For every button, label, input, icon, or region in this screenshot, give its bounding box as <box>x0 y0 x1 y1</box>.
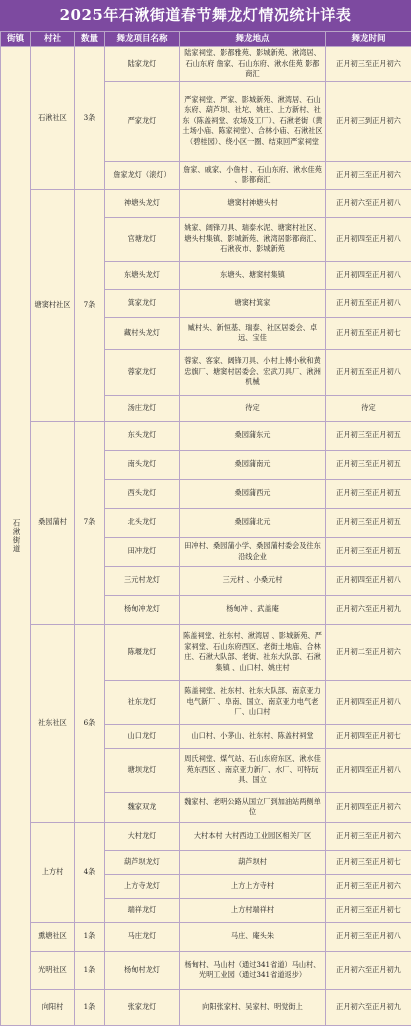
project-name-cell: 东塘头龙灯 <box>105 261 180 289</box>
header-time: 舞龙时间 <box>326 32 411 47</box>
location-cell: 上方村端祥村 <box>180 898 326 922</box>
table-row <box>1 822 411 850</box>
time-cell: 正月初六至正月初九 <box>326 951 411 989</box>
time-cell: 正月初三至正月初六 <box>326 822 411 850</box>
location-cell: 杨甸冲 、武盖庵 <box>180 595 326 624</box>
table-row <box>1 951 411 989</box>
time-cell: 正月初四至正月初八 <box>326 566 411 595</box>
location-cell: 塘窦村箕家 <box>180 289 326 317</box>
time-cell: 正月初三至正月初五 <box>326 508 411 537</box>
community-cell: 塘窦村社区 <box>31 189 75 421</box>
street-label: 石湫街道 <box>10 519 21 553</box>
location-cell: 桑园蒲西元 <box>180 479 326 508</box>
time-cell: 正月初四至正月初六 <box>326 792 411 822</box>
location-cell: 詹家、戚家、小詹村 、石山东府、湫水佳苑 、影都商汇 <box>180 161 326 189</box>
time-cell: 正月初三至正月初八 <box>326 922 411 951</box>
project-name-cell: 张家龙灯 <box>105 989 180 1025</box>
project-name-cell: 汤庄龙灯 <box>105 395 180 421</box>
project-name-cell: 三元村龙灯 <box>105 566 180 595</box>
project-name-cell: 东头龙灯 <box>105 421 180 450</box>
project-name-cell: 田冲龙灯 <box>105 537 180 566</box>
count-cell: 4条 <box>75 822 105 922</box>
project-name-cell: 西头龙灯 <box>105 479 180 508</box>
location-cell: 塘窦村神塘头村 <box>180 189 326 217</box>
project-name-cell: 葫芦坝龙灯 <box>105 850 180 874</box>
location-cell: 待定 <box>180 395 326 421</box>
count-cell: 6条 <box>75 624 105 822</box>
location-cell: 姚家、阔锋刀具、瑞泰水泥、塘窦村社区、塘头村集镇、影城新苑、湫湾居影都商汇、石湫夜市、影城新苑 <box>180 217 326 261</box>
time-cell: 正月初四至正月初七 <box>326 724 411 748</box>
project-name-cell: 官塘龙灯 <box>105 217 180 261</box>
table-row <box>1 922 411 951</box>
table-row <box>1 624 411 680</box>
time-cell: 正月初四至正月初八 <box>326 261 411 289</box>
street-cell <box>1 47 31 1025</box>
count-cell: 1条 <box>75 989 105 1025</box>
project-name-cell: 上方寺龙灯 <box>105 874 180 898</box>
project-name-cell: 詹家龙灯（滚灯） <box>105 161 180 189</box>
project-name-cell: 严家龙灯 <box>105 81 180 161</box>
time-cell: 正月初三至正月初七 <box>326 850 411 874</box>
header-street: 街镇 <box>1 32 31 47</box>
project-name-cell: 魏家双龙 <box>105 792 180 822</box>
time-cell: 正月初六至正月初九 <box>326 989 411 1025</box>
project-name-cell: 陈堰龙灯 <box>105 624 180 680</box>
location-cell: 周氏祠堂、煤气站、石山东府东区、湫水佳苑东西区 、南京亚力新厂、水厂、可特玩具、国立 <box>180 748 326 792</box>
community-cell: 桑园蒲村 <box>31 421 75 624</box>
project-name-cell: 马庄龙灯 <box>105 922 180 951</box>
location-cell: 田冲村、桑园蒲小学、桑园蒲村委会及往东沿线企业 <box>180 537 326 566</box>
time-cell: 正月初四至正月初八 <box>326 217 411 261</box>
location-cell: 蓉家、客家、阔锋刀具、小村上傅小秋和黄忠旗厂、塘窦村居委会、宏武刀具厂、湫洲机械 <box>180 349 326 395</box>
time-cell: 正月初五至正月初八 <box>326 289 411 317</box>
location-cell: 上方上方寺村 <box>180 874 326 898</box>
location-cell: 桑园蒲东元 <box>180 421 326 450</box>
time-cell: 正月初三至正月初六 <box>326 161 411 189</box>
header-community: 村社 <box>31 32 75 47</box>
community-cell: 社东社区 <box>31 624 75 822</box>
location-cell: 严家祠堂、严家、影城新苑、湫湾居、石山东府、葫芦坝、社坨、姚庄、上方新村、社东（陈盖祠堂、农场及工厂）、石湫老街（黄土场小庙、陈家祠堂）、合林小庙、石湫社区（碧桂园）、绕小区一圈、结束回严家祠堂 <box>180 81 326 161</box>
community-cell: 熏塘社区 <box>31 922 75 951</box>
location-cell: 杨甸村、马山村（通过341省道）马山村、光明工业园（通过341省道返步） <box>180 951 326 989</box>
community-cell: 光明社区 <box>31 951 75 989</box>
count-cell: 1条 <box>75 922 105 951</box>
project-name-cell: 山口龙灯 <box>105 724 180 748</box>
time-cell: 正月初二至正月初六 <box>326 624 411 680</box>
project-name-cell: 箕家龙灯 <box>105 289 180 317</box>
location-cell: 山口村、小茅山、社东村、陈盖村祠堂 <box>180 724 326 748</box>
time-cell: 正月初三到正月初六 <box>326 81 411 161</box>
schedule-body <box>1 47 411 1025</box>
table-row <box>1 189 411 217</box>
project-name-cell: 藏村头龙灯 <box>105 317 180 349</box>
time-cell: 正月初三至正月初五 <box>326 450 411 479</box>
time-cell: 待定 <box>326 395 411 421</box>
project-name-cell: 端祥龙灯 <box>105 898 180 922</box>
community-cell: 石湫社区 <box>31 47 75 189</box>
location-cell: 臧村头、新恒基、瑞泰、社区居委会、卓远、宝佳 <box>180 317 326 349</box>
project-name-cell: 北头龙灯 <box>105 508 180 537</box>
time-cell: 正月初六至正月初八 <box>326 189 411 217</box>
location-cell: 桑园蒲南元 <box>180 450 326 479</box>
time-cell: 正月初三至正月初五 <box>326 479 411 508</box>
project-name-cell: 蓉家龙灯 <box>105 349 180 395</box>
time-cell: 正月初三至正月初五 <box>326 421 411 450</box>
location-cell: 魏家村、老明公路从国立厂到加油站两侧单位 <box>180 792 326 822</box>
time-cell: 正月初三至正月初六 <box>326 47 411 81</box>
header-count: 数量 <box>75 32 105 47</box>
page-title: 2025年石湫街道春节舞龙灯情况统计详表 <box>0 0 411 31</box>
location-cell: 陈盖祠堂、社东村、社东大队部、南京亚力电气新厂 、阜南、国立、南京亚力电气老厂、山口村 <box>180 680 326 724</box>
project-name-cell: 杨甸冲龙灯 <box>105 595 180 624</box>
header-row <box>1 32 411 47</box>
time-cell: 正月初三至正月初五 <box>326 537 411 566</box>
project-name-cell: 神塘头龙灯 <box>105 189 180 217</box>
community-cell: 向阳村 <box>31 989 75 1025</box>
time-cell: 正月初三至正月初六 <box>326 874 411 898</box>
project-name-cell: 塘坝龙灯 <box>105 748 180 792</box>
project-name-cell: 杨甸村龙灯 <box>105 951 180 989</box>
project-name-cell: 社东龙灯 <box>105 680 180 724</box>
location-cell: 大村本村 大村西边工业园区相关厂区 <box>180 822 326 850</box>
header-project-name: 舞龙项目名称 <box>105 32 180 47</box>
location-cell: 葫芦坝村 <box>180 850 326 874</box>
table-row <box>1 989 411 1025</box>
time-cell: 正月初四至正月初八 <box>326 748 411 792</box>
header-location: 舞龙地点 <box>180 32 326 47</box>
location-cell: 陈盖祠堂、社东村、湫湾居 、影城新苑、严家祠堂、石山东府西区、老街土地庙、合林庄、石湫大队部、老街、社东大队部、石湫集镇 、山口村、姚庄村 <box>180 624 326 680</box>
location-cell: 马庄、庵头朱 <box>180 922 326 951</box>
time-cell: 正月初三至正月初七 <box>326 898 411 922</box>
count-cell: 7条 <box>75 421 105 624</box>
count-cell: 3条 <box>75 47 105 189</box>
count-cell: 7条 <box>75 189 105 421</box>
time-cell: 正月初六至正月初九 <box>326 595 411 624</box>
location-cell: 桑园蒲北元 <box>180 508 326 537</box>
project-name-cell: 陆家龙灯 <box>105 47 180 81</box>
location-cell: 向阳张家村、吴家村、明觉街上 <box>180 989 326 1025</box>
project-name-cell: 南头龙灯 <box>105 450 180 479</box>
location-cell: 东塘头、塘窦村集镇 <box>180 261 326 289</box>
count-cell: 1条 <box>75 951 105 989</box>
project-name-cell: 大村龙灯 <box>105 822 180 850</box>
schedule-table <box>0 31 411 1026</box>
location-cell: 陆家祠堂、影都雅苑、影城新苑、湫湾居、石山东府 詹家、石山东府、湫水佳苑 影都商汇 <box>180 47 326 81</box>
table-row <box>1 47 411 81</box>
time-cell: 正月初五至正月初七 <box>326 317 411 349</box>
community-cell: 上方村 <box>31 822 75 922</box>
time-cell: 正月初五至正月初八 <box>326 349 411 395</box>
table-row <box>1 421 411 450</box>
location-cell: 三元村 、小桑元村 <box>180 566 326 595</box>
time-cell: 正月初四至正月初八 <box>326 680 411 724</box>
